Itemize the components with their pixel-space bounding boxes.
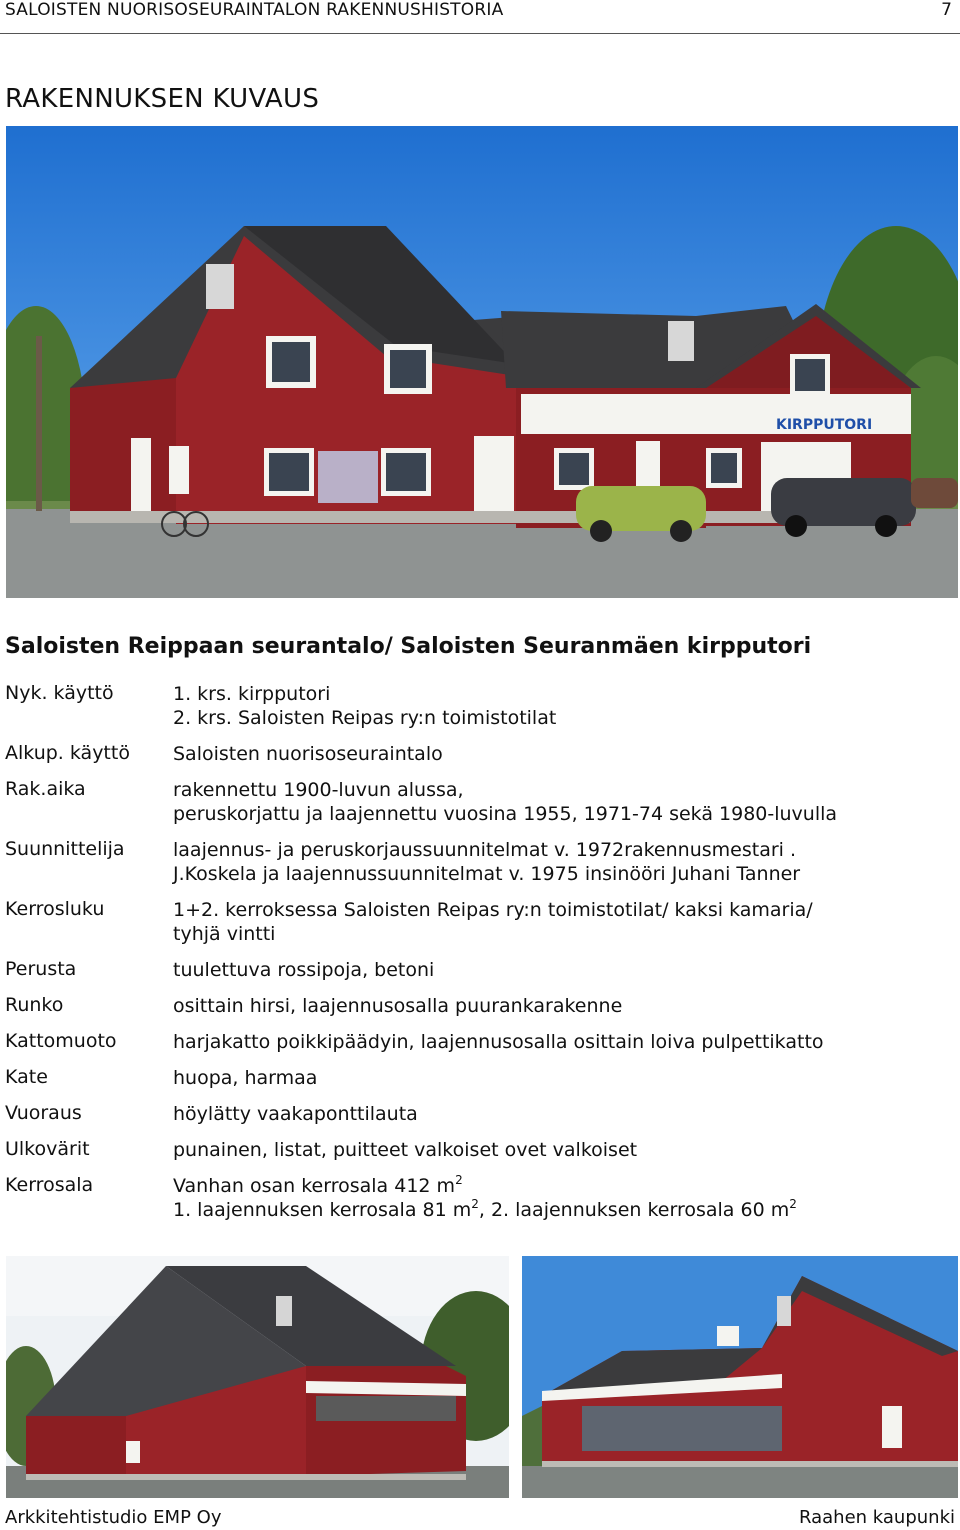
- value-kerrosala: [173, 1174, 797, 1222]
- value-perusta: [173, 958, 434, 982]
- kerrosala-old-part: Vanhan osan kerrosala 412 m: [173, 1175, 456, 1197]
- value-kattomuoto: [173, 1030, 824, 1054]
- value-line: 1+2. kerroksessa Saloisten Reipas ry:n toimistotilat/ kaksi kamaria/: [173, 899, 813, 921]
- value-line: punainen, listat, puitteet valkoiset ovet valkoiset: [173, 1139, 638, 1161]
- footer-left: Arkkitehtistudio EMP Oy: [5, 1507, 222, 1528]
- value-line: [173, 1198, 797, 1222]
- superscript: 2: [789, 1197, 797, 1211]
- label-nyk-kaytto: Nyk. käyttö: [5, 682, 114, 704]
- value-line: peruskorjattu ja laajennettu vuosina 1955, 1971-74 sekä 1980-luvulla: [173, 803, 838, 825]
- page-number: 7: [941, 0, 952, 20]
- header-title: SALOISTEN NUORISOSEURAINTALON RAKENNUSHISTORIA: [5, 0, 504, 20]
- label-suunnittelija: Suunnittelija: [5, 838, 125, 860]
- label-rak-aika: Rak.aika: [5, 778, 86, 800]
- value-line: 1. krs. kirpputori: [173, 683, 331, 705]
- section-title: RAKENNUKSEN KUVAUS: [5, 84, 320, 114]
- header-divider: [0, 33, 960, 34]
- value-line: 2. krs. Saloisten Reipas ry:n toimistotilat: [173, 707, 557, 729]
- photo-extension-right: [522, 1256, 958, 1498]
- value-line: harjakatto poikkipäädyin, laajennusosalla osittain loiva pulpettikatto: [173, 1031, 824, 1053]
- value-vuoraus: [173, 1102, 418, 1126]
- value-line: laajennus- ja peruskorjaussuunnitelmat v. 1972rakennusmestari .: [173, 839, 797, 861]
- value-ulkovarit: [173, 1138, 637, 1162]
- kerrosala-ext1: 1. laajennuksen kerrosala 81 m: [173, 1199, 472, 1221]
- value-line: rakennettu 1900-luvun alussa,: [173, 779, 464, 801]
- kerrosala-ext2: , 2. laajennuksen kerrosala 60 m: [478, 1199, 790, 1221]
- superscript: 2: [471, 1197, 479, 1211]
- main-building-photo: [6, 126, 958, 598]
- value-suunnittelija: [173, 838, 800, 886]
- kirpputori-sign: KIRPPUTORI: [776, 417, 873, 433]
- value-runko: [173, 994, 622, 1018]
- value-line: huopa, harmaa: [173, 1067, 318, 1089]
- value-line: Saloisten nuorisoseuraintalo: [173, 743, 443, 765]
- value-kate: [173, 1066, 317, 1090]
- label-kerrosala: Kerrosala: [5, 1174, 94, 1196]
- value-kerrosluku: [173, 898, 813, 946]
- building-title: Saloisten Reippaan seurantalo/ Saloisten Seuranmäen kirpputori: [5, 634, 812, 659]
- label-alkup-kaytto: Alkup. käyttö: [5, 742, 130, 764]
- label-kattomuoto: Kattomuoto: [5, 1030, 117, 1052]
- value-line: tuulettuva rossipoja, betoni: [173, 959, 435, 981]
- value-line: tyhjä vintti: [173, 923, 276, 945]
- value-line: [173, 1174, 797, 1198]
- label-perusta: Perusta: [5, 958, 77, 980]
- label-runko: Runko: [5, 994, 64, 1016]
- value-nyk-kaytto: [173, 682, 556, 730]
- label-vuoraus: Vuoraus: [5, 1102, 82, 1124]
- value-line: höylätty vaakaponttilauta: [173, 1103, 418, 1125]
- superscript: 2: [455, 1173, 463, 1187]
- value-alkup-kaytto: [173, 742, 443, 766]
- footer-right: Raahen kaupunki: [799, 1507, 955, 1528]
- label-ulkovarit: Ulkovärit: [5, 1138, 90, 1160]
- label-kerrosluku: Kerrosluku: [5, 898, 105, 920]
- value-line: osittain hirsi, laajennusosalla puurankarakenne: [173, 995, 623, 1017]
- value-rak-aika: [173, 778, 837, 826]
- photo-extension-left: [6, 1256, 509, 1498]
- value-line: J.Koskela ja laajennussuunnitelmat v. 1975 insinööri Juhani Tanner: [173, 863, 801, 885]
- label-kate: Kate: [5, 1066, 48, 1088]
